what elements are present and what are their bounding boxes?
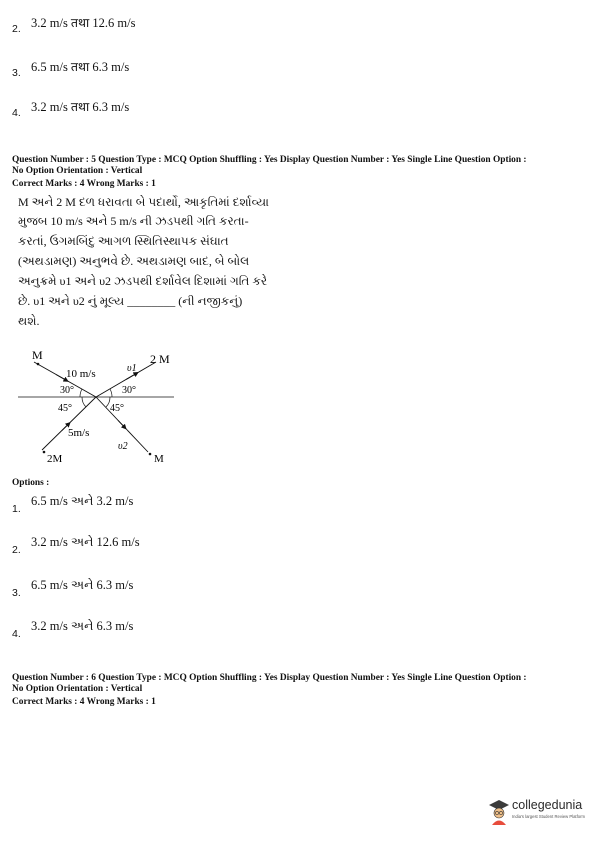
diagram-label-angle: 30°: [60, 385, 74, 396]
question-header-line: No Option Orientation : Vertical: [12, 684, 143, 694]
question-text-line: M અને 2 M દળ ધરાવતા બે પદાર્થો, આકૃતિમાં દર્શાવ્યા: [18, 195, 269, 209]
question-header-line: Question Number : 6 Question Type : MCQ Option Shuffling : Yes Display Question Number : Yes Single Line Question Option :: [12, 673, 527, 683]
logo-tagline: India's largest Student Review Platform: [512, 814, 585, 819]
body-dot: [149, 453, 152, 456]
option-number: 2.: [12, 23, 21, 35]
question-text-line: મુજબ 10 m/s અને 5 m/s ની ઝડપથી ગતિ કરતા-: [18, 214, 249, 228]
option-text: 6.5 m/s तथा 6.3 m/s: [31, 60, 130, 74]
diagram-label-angle: 45°: [110, 403, 124, 414]
body-dot: [37, 363, 40, 366]
collision-diagram: [14, 340, 184, 466]
diagram-label-v2: υ2: [118, 441, 128, 452]
diagram-label-v1: υ1: [127, 363, 137, 374]
collegedunia-logo: [488, 796, 588, 830]
question-text-line: કરતાં, ઉગમબિંદુ આગળ સ્થિતિસ્થાપક સંઘાત: [18, 234, 229, 248]
diagram-label-2m: 2M: [47, 453, 63, 465]
question-header: [12, 155, 587, 177]
angle-arc: [80, 389, 82, 397]
question-text-line: છે. υ1 અને υ2 નું મૂલ્ય ________ (ની નજીકનું): [18, 294, 243, 308]
question-header-line: Question Number : 5 Question Type : MCQ Option Shuffling : Yes Display Question Number : Yes Single Line Question Option :: [12, 155, 527, 165]
diagram-label-m: M: [154, 453, 164, 465]
logo-name: collegedunia: [512, 798, 583, 812]
diagram-label-speed: 5m/s: [68, 427, 90, 439]
diagram-label-m: M: [32, 348, 43, 362]
question-text-line: થશે.: [18, 314, 40, 328]
diagram-label-2m: 2 M: [150, 352, 170, 366]
body-dot: [43, 451, 46, 454]
options-label: Options :: [12, 478, 50, 488]
option-number: 3.: [12, 67, 21, 79]
option-text: 3.2 m/s અને 12.6 m/s: [31, 535, 140, 549]
angle-arc: [82, 397, 86, 407]
option-number: 3.: [12, 587, 21, 599]
option-text: 3.2 m/s અને 6.3 m/s: [31, 619, 134, 633]
diagram-label-angle: 30°: [122, 385, 136, 396]
option-number: 4.: [12, 107, 21, 119]
graduate-icon: [488, 798, 510, 826]
option-number: 1.: [12, 503, 21, 515]
option-text: 6.5 m/s અને 6.3 m/s: [31, 578, 134, 592]
diagram-label-angle: 45°: [58, 403, 72, 414]
diagram-label-speed: 10 m/s: [66, 368, 96, 380]
option-text: 6.5 m/s અને 3.2 m/s: [31, 494, 134, 508]
question-header-line: No Option Orientation : Vertical: [12, 166, 143, 176]
question-text-line: (અથડામણ) અનુભવે છે. અથડામણ બાદ, બે બોલ: [18, 254, 250, 268]
option-number: 4.: [12, 628, 21, 640]
question-header: [12, 673, 587, 695]
option-number: 2.: [12, 544, 21, 556]
option-text: 3.2 m/s तथा 12.6 m/s: [31, 16, 136, 30]
question-marks: Correct Marks : 4 Wrong Marks : 1: [12, 697, 156, 707]
question-text-line: અનુક્રમે υ1 અને υ2 ઝડપથી દર્શાવેલ દિશામાં ગતિ કરે: [18, 274, 268, 288]
arrow-m-outgoing: [118, 420, 126, 429]
option-text: 3.2 m/s तथा 6.3 m/s: [31, 100, 130, 114]
question-marks: Correct Marks : 4 Wrong Marks : 1: [12, 179, 156, 189]
angle-arc: [110, 389, 112, 397]
